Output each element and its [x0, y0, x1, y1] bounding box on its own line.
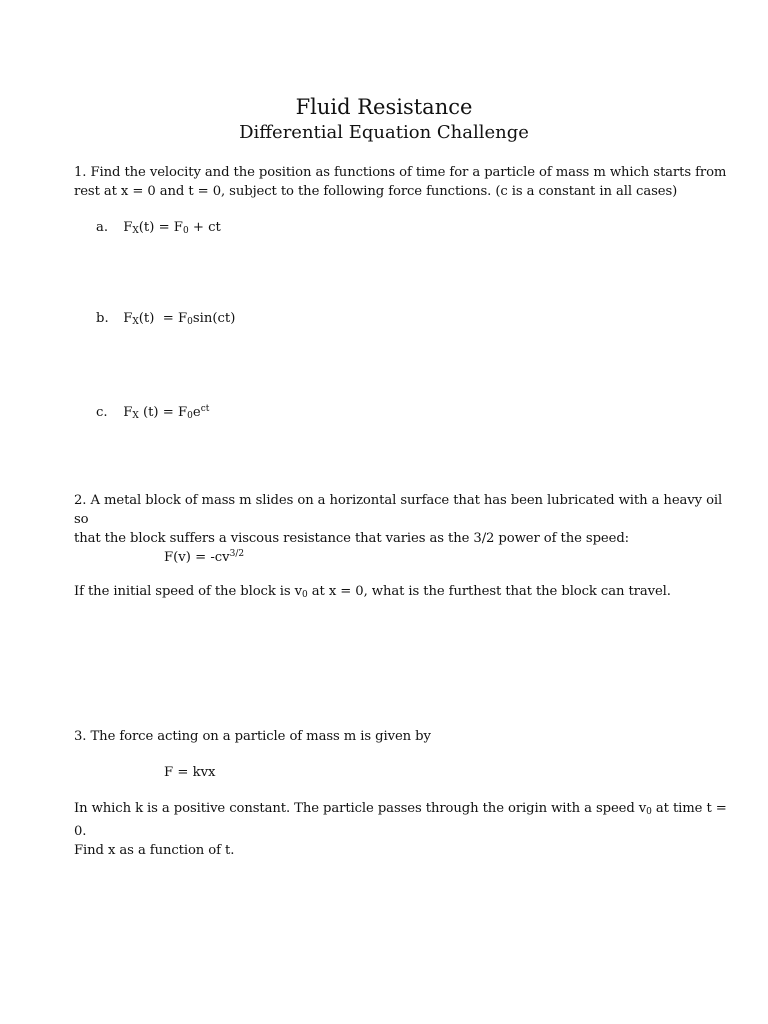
- problem-3-line-3: Find x as a function of t.: [74, 843, 235, 858]
- force-exponent: ct: [200, 404, 210, 414]
- force-zero-subscript: 0: [187, 317, 193, 327]
- force-subscript: X: [132, 317, 139, 327]
- problem-3-text: [74, 727, 734, 746]
- equation-text: F = kvx: [164, 765, 216, 780]
- force-rest: sin(ct): [192, 311, 236, 326]
- equation-text: F(v) = -cv: [164, 550, 230, 565]
- force-symbol: F: [123, 220, 133, 235]
- item-label: a.: [96, 220, 109, 235]
- item-label: c.: [96, 405, 108, 420]
- velocity-subscript: 0: [302, 590, 308, 600]
- problem-3-question: [74, 799, 734, 860]
- equation-exponent: 3/2: [229, 549, 245, 559]
- problem-3-line-2: [74, 799, 734, 841]
- problem-2-text: [74, 491, 734, 548]
- question-text-rest: at time t = 0.: [74, 801, 727, 839]
- force-symbol: F: [123, 311, 133, 326]
- force-arg: (t) = F: [138, 311, 188, 326]
- problem-2-line-2: that the block suffers a viscous resistance that varies as the 3/2 power of the speed:: [74, 531, 630, 546]
- problem-1-text: [74, 163, 734, 201]
- force-arg: (t) = F: [138, 405, 188, 420]
- force-zero-subscript: 0: [182, 226, 189, 236]
- question-text: In which k is a positive constant. The particle passes through the origin with a speed v: [74, 801, 647, 816]
- problem-3-line-1: 3. The force acting on a particle of mass m is given by: [74, 729, 431, 744]
- problem-1a: [96, 218, 221, 241]
- question-text: If the initial speed of the block is v: [74, 584, 303, 599]
- force-rest: + ct: [188, 220, 221, 235]
- problem-1b: [96, 309, 235, 332]
- question-text-rest: at x = 0, what is the furthest that the block can travel.: [307, 584, 671, 599]
- force-rest: e: [192, 405, 201, 420]
- problem-2-equation: [164, 545, 244, 567]
- force-subscript: X: [132, 411, 139, 421]
- problem-1-line-2: rest at x = 0 and t = 0, subject to the following force functions. (c is a constant in all cases): [74, 184, 678, 199]
- problem-2-line-1: 2. A metal block of mass m slides on a horizontal surface that has been lubricated with a heavy oil so: [74, 493, 723, 527]
- force-symbol: F: [123, 405, 133, 420]
- problem-2-question: [74, 582, 734, 605]
- page-title: Fluid Resistance: [295, 95, 473, 119]
- problem-3-equation: [164, 763, 215, 782]
- problem-1-line-1: 1. Find the velocity and the position as functions of time for a particle of mass m which starts from: [74, 165, 727, 180]
- force-subscript: X: [132, 226, 139, 236]
- force-arg: (t) = F: [138, 220, 183, 235]
- item-label: b.: [96, 311, 109, 326]
- page-subtitle: Differential Equation Challenge: [239, 122, 529, 143]
- force-zero-subscript: 0: [187, 411, 193, 421]
- velocity-subscript: 0: [646, 807, 652, 817]
- problem-1c: [96, 400, 209, 426]
